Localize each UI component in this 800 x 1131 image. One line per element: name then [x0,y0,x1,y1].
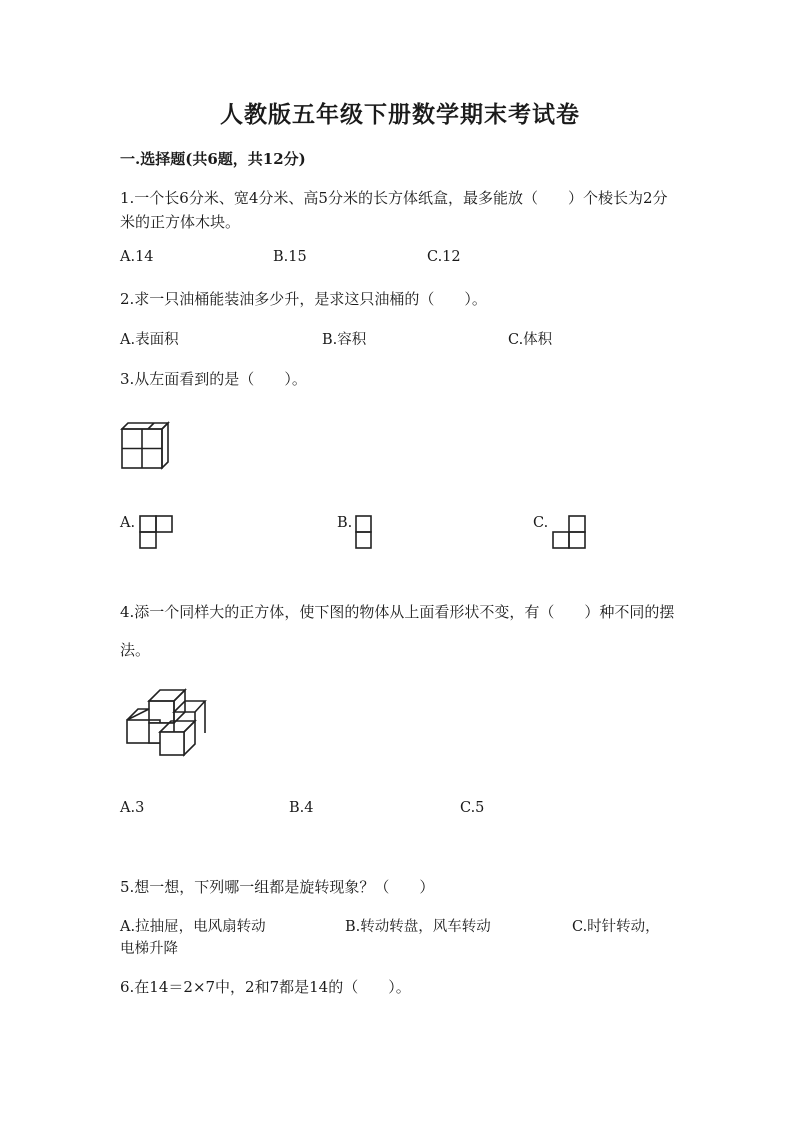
section-heading: 一.选择题(共6题，共12分) [120,150,306,168]
q3-cube-figure [118,420,174,472]
q3-option-b[interactable]: B. [337,515,353,531]
q2-option-b[interactable]: B.容积 [322,332,367,348]
q5-option-c-line2[interactable]: 电梯升降 [120,941,178,957]
q4-option-b[interactable]: B.4 [289,800,314,816]
q2-option-c[interactable]: C.体积 [508,332,553,348]
q4-cube-stack-figure [125,688,211,758]
q3-option-b-figure [355,515,375,551]
question-4-text: 4.添一个同样大的正方体，使下图的物体从上面看形状不变，有（ ）种不同的摆法。 [120,603,675,659]
question-6-text: 6.在14＝2×7中，2和7都是14的（ ）。 [120,978,411,996]
q4-option-a[interactable]: A.3 [120,800,145,816]
question-1-text: 1.一个长6分米、宽4分米、高5分米的长方体纸盒，最多能放（ ）个棱长为2分米的正方体木块。 [120,189,668,231]
q1-option-a[interactable]: A.14 [120,249,154,265]
question-2-text: 2.求一只油桶能装油多少升，是求这只油桶的（ ）。 [120,290,487,308]
q1-option-b[interactable]: B.15 [273,249,307,265]
question-3-text: 3.从左面看到的是（ ）。 [120,370,307,388]
q3-option-c[interactable]: C. [533,515,549,531]
q3-option-c-figure [552,515,590,551]
q4-option-c[interactable]: C.5 [460,800,485,816]
q5-option-a[interactable]: A.拉抽屉，电风扇转动 [120,919,266,935]
q5-option-c-line1[interactable]: C.时针转动， [572,919,660,935]
page-title: 人教版五年级下册数学期末考试卷 [220,101,580,128]
q3-option-a[interactable]: A. [120,515,136,531]
q1-option-c[interactable]: C.12 [427,249,461,265]
q3-option-a-figure [139,515,177,551]
q5-option-b[interactable]: B.转动转盘，风车转动 [345,919,491,935]
question-5-text: 5.想一想，下列哪一组都是旋转现象？（ ） [120,878,435,896]
q2-option-a[interactable]: A.表面积 [120,332,179,348]
